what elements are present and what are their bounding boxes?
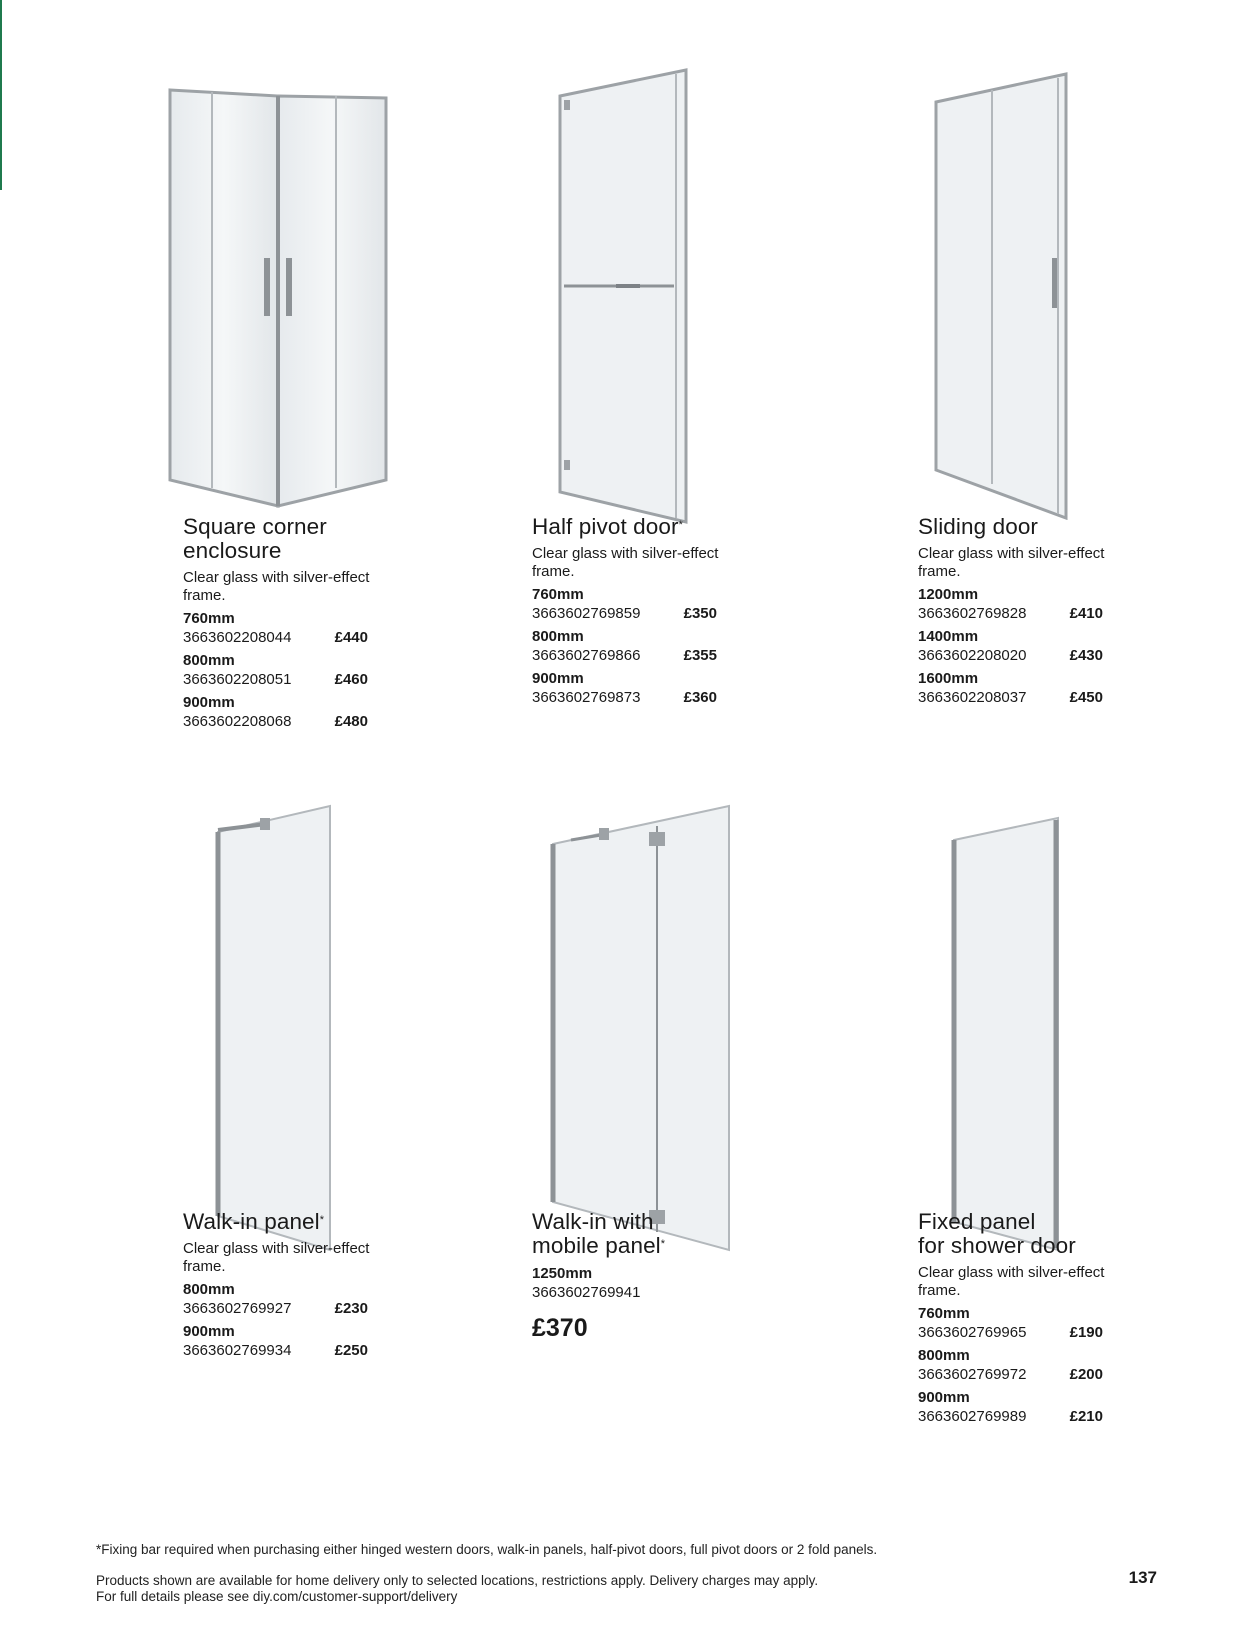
variant-size: 1250mm [532,1265,593,1282]
variant-code: 3663602208044 [183,629,292,646]
variant-code: 3663602769941 [532,1284,641,1301]
product-title-text: Walk-in panel [183,1209,320,1234]
product-title: Sliding door [918,514,1039,539]
variant-item [532,669,717,711]
variant-item [183,693,368,735]
variant-list [183,609,543,735]
variant-size: 900mm [183,694,235,711]
variant-item [183,1280,368,1322]
product-description: Clear glass with silver-effect frame. [918,545,1105,580]
variant-code: 3663602769866 [532,647,641,664]
variant-size: 1600mm [918,670,979,687]
product-title-line2: for shower door [918,1233,1076,1258]
variant-price: £430 [1069,647,1103,664]
variant-price: £480 [334,713,368,730]
variant-item [918,1388,1103,1430]
variant-list [532,585,892,711]
delivery-note [96,1573,818,1605]
variant-list [918,585,1250,711]
variant-item [918,627,1103,669]
variant-code: 3663602769828 [918,605,1027,622]
variant-size: 760mm [918,1305,970,1322]
fixing-bar-asterisk: * [678,519,683,531]
walk-in-mobile-panel-image [549,804,735,1252]
variant-price: £360 [683,689,717,706]
variant-code: 3663602769989 [918,1408,1027,1425]
product-title [183,515,543,563]
variant-size: 800mm [183,652,235,669]
product-price: £370 [532,1314,588,1342]
product-title-line1: Fixed panel [918,1209,1036,1234]
variant-price: £450 [1069,689,1103,706]
variant-code: 3663602769972 [918,1366,1027,1383]
fixing-bar-footnote: *Fixing bar required when purchasing either hinged western doors, walk-in panels, half-pivot doors, full pivot doors or 2 fold panels. [96,1542,878,1557]
product-title-line1: Square corner [183,514,327,539]
variant-price: £250 [334,1342,368,1359]
product-title [532,1210,892,1258]
product-title-line2: enclosure [183,538,282,563]
page-number: 137 [1128,1568,1157,1587]
product-title-text: Half pivot door [532,514,679,539]
variant-size: 1200mm [918,586,979,603]
variant-price: £230 [334,1300,368,1317]
variant-code: 3663602208020 [918,647,1027,664]
variant-size: 1400mm [918,628,979,645]
variant-size: 900mm [918,1389,970,1406]
variant-item [183,1322,368,1364]
product-title-line1: Walk-in with [532,1209,654,1234]
product-title [532,515,892,539]
variant-price: £190 [1069,1324,1103,1341]
variant-price: £460 [334,671,368,688]
variant-code: 3663602208037 [918,689,1027,706]
variant-item [183,609,368,651]
product-title-line2: mobile panel [532,1233,661,1258]
square-corner-enclosure-image [168,88,388,508]
variant-item [183,651,368,693]
variant-size: 900mm [532,670,584,687]
variant-price: £440 [334,629,368,646]
variant-code: 3663602769927 [183,1300,292,1317]
variant-code: 3663602208068 [183,713,292,730]
half-pivot-door-image [556,68,692,524]
variant-item [918,1346,1103,1388]
variant-code: 3663602769859 [532,605,641,622]
walk-in-panel-image [212,804,336,1252]
product-description: Clear glass with silver-effect frame. [532,545,719,580]
variant-size: 760mm [532,586,584,603]
variant-item [918,669,1103,711]
page-edge-accent [0,0,2,190]
variant-size: 800mm [532,628,584,645]
sliding-door-image [932,72,1070,520]
fixing-bar-asterisk: * [660,1238,666,1250]
variant-item [918,1304,1103,1346]
variant-code: 3663602208051 [183,671,292,688]
product-title [183,1210,543,1234]
variant-list [532,1264,892,1302]
product-description: Clear glass with silver-effect frame. [183,569,370,604]
product-description: Clear glass with silver-effect frame. [918,1264,1105,1299]
variant-code: 3663602769873 [532,689,641,706]
product-title [918,1210,1250,1258]
variant-price: £410 [1069,605,1103,622]
variant-price: £355 [683,647,717,664]
delivery-note-line1: Products shown are available for home delivery only to selected locations, restrictions apply. Delivery charges may apply. [96,1573,819,1588]
delivery-note-line2: For full details please see diy.com/customer-support/delivery [96,1589,458,1604]
variant-size: 760mm [183,610,235,627]
variant-price: £210 [1069,1408,1103,1425]
variant-item [532,585,717,627]
variant-list [183,1280,543,1364]
variant-price: £350 [683,605,717,622]
variant-size: 900mm [183,1323,235,1340]
variant-code: 3663602769965 [918,1324,1027,1341]
fixed-panel-image [950,816,1064,1252]
fixing-bar-asterisk: * [319,1214,325,1226]
variant-item [918,585,1103,627]
variant-list [918,1304,1250,1430]
variant-size: 800mm [918,1347,970,1364]
variant-item [532,627,717,669]
variant-price: £200 [1069,1366,1103,1383]
variant-code: 3663602769934 [183,1342,292,1359]
variant-size: 800mm [183,1281,235,1298]
product-description: Clear glass with silver-effect frame. [183,1240,370,1275]
